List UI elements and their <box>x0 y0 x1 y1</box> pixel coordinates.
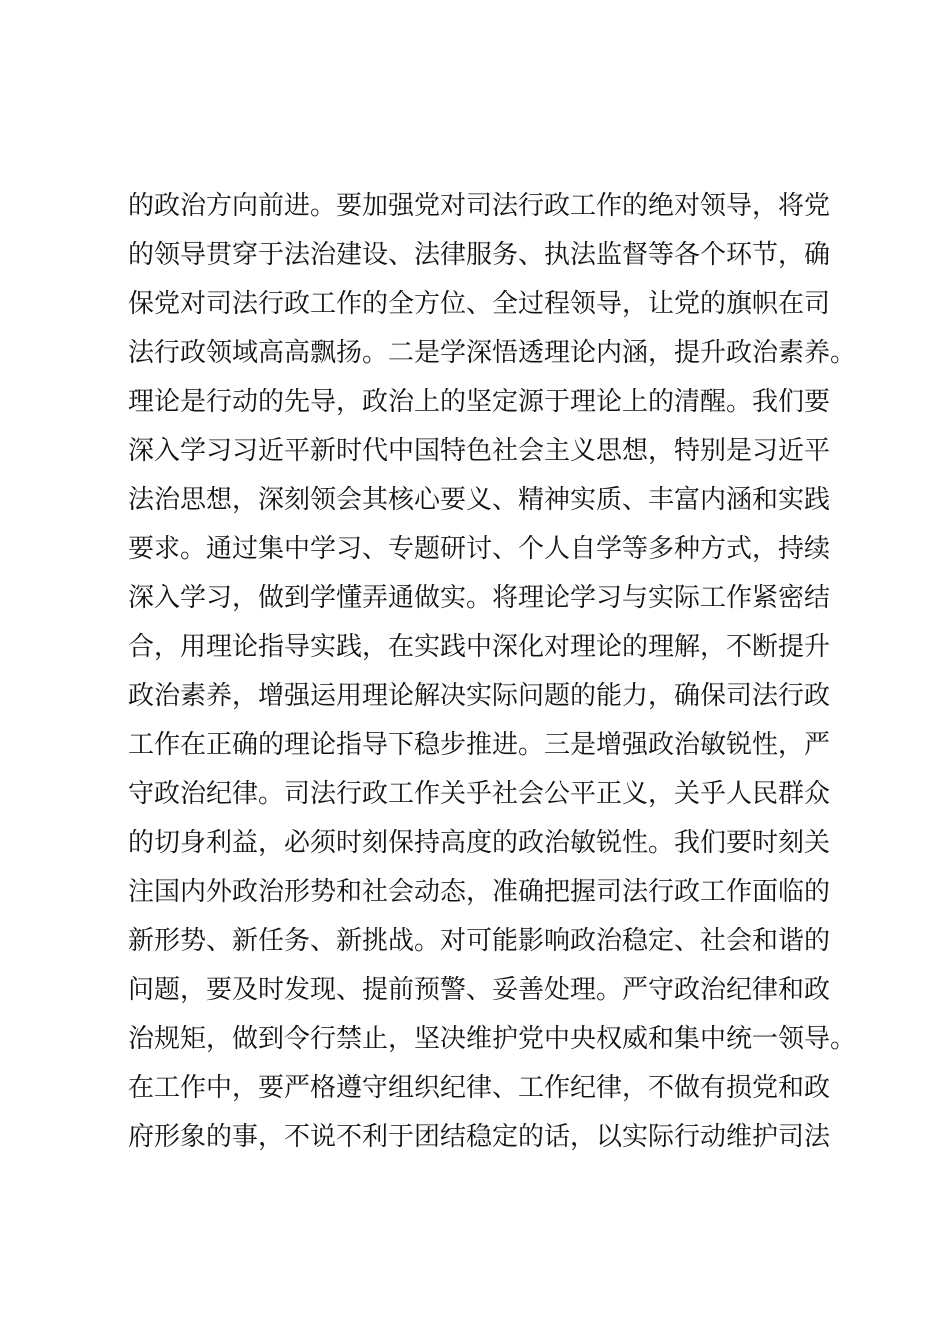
text-line: 政治素养，增强运用理论解决实际问题的能力，确保司法行政 <box>128 681 831 711</box>
text-line: 注国内外政治形势和社会动态，准确把握司法行政工作面临的 <box>128 877 831 907</box>
text-line: 的政治方向前进。要加强党对司法行政工作的绝对领导，将党 <box>128 191 831 221</box>
text-line: 合，用理论指导实践，在实践中深化对理论的理解，不断提升 <box>128 632 831 662</box>
text-line: 深入学习，做到学懂弄通做实。将理论学习与实际工作紧密结 <box>128 583 831 613</box>
text-line: 理论是行动的先导，政治上的坚定源于理论上的清醒。我们要 <box>128 387 831 417</box>
text-line: 新形势、新任务、新挑战。对可能影响政治稳定、社会和谐的 <box>128 926 831 956</box>
text-line: 法治思想，深刻领会其核心要义、精神实质、丰富内涵和实践 <box>128 485 831 515</box>
text-line: 在工作中，要严格遵守组织纪律、工作纪律，不做有损党和政 <box>128 1073 831 1103</box>
text-line: 要求。通过集中学习、专题研讨、个人自学等多种方式，持续 <box>128 534 831 564</box>
text-line: 治规矩，做到令行禁止，坚决维护党中央权威和集中统一领导。 <box>128 1024 857 1054</box>
text-line: 的切身利益，必须时刻保持高度的政治敏锐性。我们要时刻关 <box>128 828 831 858</box>
text-line: 保党对司法行政工作的全方位、全过程领导，让党的旗帜在司 <box>128 289 831 319</box>
text-line: 府形象的事，不说不利于团结稳定的话，以实际行动维护司法 <box>128 1122 831 1152</box>
text-line: 守政治纪律。司法行政工作关乎社会公平正义，关乎人民群众 <box>128 779 831 809</box>
text-line: 工作在正确的理论指导下稳步推进。三是增强政治敏锐性，严 <box>128 730 831 760</box>
text-line: 的领导贯穿于法治建设、法律服务、执法监督等各个环节，确 <box>128 240 831 270</box>
text-line: 问题，要及时发现、提前预警、妥善处理。严守政治纪律和政 <box>128 975 831 1005</box>
text-line: 深入学习习近平新时代中国特色社会主义思想，特别是习近平 <box>128 436 831 466</box>
body-text <box>128 182 857 1162</box>
text-line: 法行政领域高高飘扬。二是学深悟透理论内涵，提升政治素养。 <box>128 338 857 368</box>
